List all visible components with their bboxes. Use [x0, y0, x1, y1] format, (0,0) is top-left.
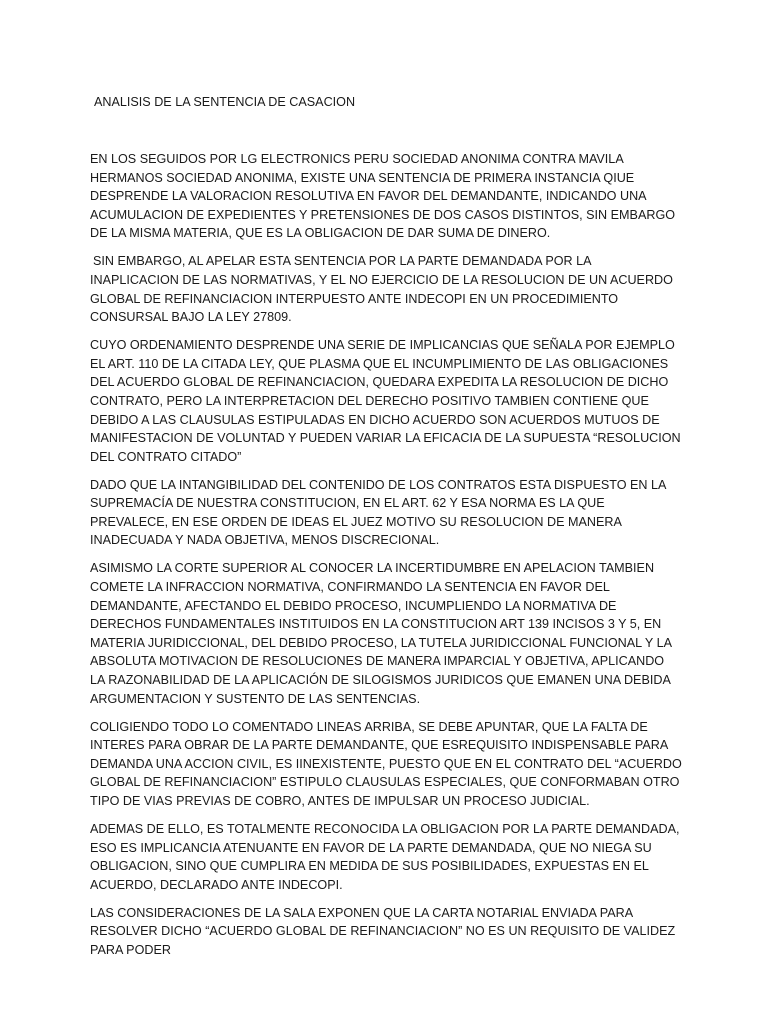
paragraph-8: LAS CONSIDERACIONES DE LA SALA EXPONEN QUE LA CARTA NOTARIAL ENVIADA PARA RESOLVER DICHO “ACUERDO GLOBAL DE REFINANCIACION” NO ES UN REQUISITO DE VALIDEZ PARA PODER [90, 905, 676, 957]
paragraph-2: SIN EMBARGO, AL APELAR ESTA SENTENCIA POR LA PARTE DEMANDADA POR LA INAPLICACION DE LAS NORMATIVAS, Y EL NO EJERCICIO DE LA RESOLUCION DE UN ACUERDO GLOBAL DE REFINANCIACION INTERPUESTO ANTE INDECOPI EN UN PROCEDIMIENTO CONSURSAL BAJO LA LEY 27809. [90, 254, 673, 325]
paragraph-1: EN LOS SEGUIDOS POR LG ELECTRONICS PERU SOCIEDAD ANONIMA CONTRA MAVILA HERMANOS SOCIEDAD ANONIMA, EXISTE UNA SENTENCIA DE PRIMERA INSTANCIA QIUE DESPRENDE LA VALORACION RESOLUTIVA EN FAVOR DEL DEMANDANTE, INDICANDO UNA ACUMULACION DE EXPEDIENTES Y PRETENSIONES DE DOS CASOS DISTINTOS, SIN EMBARGO DE LA MISMA MATERIA, QUE ES LA OBLIGACION DE DAR SUMA DE DINERO. [90, 152, 676, 241]
paragraph-4: DADO QUE LA INTANGIBILIDAD DEL CONTENIDO DE LOS CONTRATOS ESTA DISPUESTO EN LA SUPREMACÍA DE NUESTRA CONSTITUCION, EN EL ART. 62 Y ESA NORMA ES LA QUE PREVALECE, EN ESE ORDEN DE IDEAS EL JUEZ MOTIVO SU RESOLUCION DE MANERA INADECUADA Y NADA OBJETIVA, MENOS DISCRECIONAL. [90, 477, 666, 548]
paragraph-5: ASIMISMO LA CORTE SUPERIOR AL CONOCER LA INCERTIDUMBRE EN APELACION TAMBIEN COMETE LA INFRACCION NORMATIVA, CONFIRMANDO LA SENTENCIA EN FAVOR DEL DEMANDANTE, AFECTANDO EL DEBIDO PROCESO, INCUMPLIENDO LA NORMATIVA DE DERECHOS FUNDAMENTALES INSTITUIDOS EN LA CONSTITUCION ART 139 INCISOS 3 Y 5, EN MATERIA JURIDICCIONAL, DEL DEBIDO PROCESO, LA TUTELA JURIDICCIONAL FUNCIONAL Y LA ABSOLUTA MOTIVACION DE RESOLUCIONES DE MANERA IMPARCIAL Y OBJETIVA, APLICANDO LA RAZONABILIDAD DE LA APLICACIÓN DE SILOGISMOS JURIDICOS QUE EMANEN UNA DEBIDA ARGUMENTACION Y SUSTENTO DE LAS SENTENCIAS. [90, 561, 672, 706]
document-title: ANALISIS DE LA SENTENCIA DE CASACION [94, 95, 356, 109]
paragraph-6: COLIGIENDO TODO LO COMENTADO LINEAS ARRIBA, SE DEBE APUNTAR, QUE LA FALTA DE INTERES PARA OBRAR DE LA PARTE DEMANDANTE, QUE ESREQUISITO INDISPENSABLE PARA DEMANDA UNA ACCION CIVIL, ES IINEXISTENTE, PUESTO QUE EN EL CONTRATO DEL “ACUERDO GLOBAL DE REFINANCIACION” ESTIPULO CLAUSULAS ESPECIALES, QUE CONFORMABAN OTRO TIPO DE VIAS PREVIAS DE COBRO, ANTES DE IMPULSAR UN PROCESO JUDICIAL. [90, 719, 682, 808]
paragraph-3: CUYO ORDENAMIENTO DESPRENDE UNA SERIE DE IMPLICANCIAS QUE SEÑALA POR EJEMPLO EL ART. 110 DE LA CITADA LEY, QUE PLASMA QUE EL INCUMPLIMIENTO DE LAS OBLIGACIONES DEL ACUERDO GLOBAL DE REFINANCIACION, QUEDARA EXPEDITA LA RESOLUCION DE DICHO CONTRATO, PERO LA INTERPRETACION DEL DERECHO POSITIVO TAMBIEN CONTIENE QUE DEBIDO A LAS CLAUSULAS ESTIPULADAS EN DICHO ACUERDO SON ACUERDOS MUTUOS DE MANIFESTACION DE VOLUNTAD Y PUEDEN VARIAR LA EFICACIA DE LA SUPUESTA “RESOLUCION DEL CONTRATO CITADO” [90, 338, 681, 464]
paragraph-7: ADEMAS DE ELLO, ES TOTALMENTE RECONOCIDA LA OBLIGACION POR LA PARTE DEMANDADA, ESO ES IMPLICANCIA ATENUANTE EN FAVOR DE LA PARTE DEMANDADA, QUE NO NIEGA SU OBLIGACION, SINO QUE CUMPLIRA EN MEDIDA DE SUS POSIBILIDADES, EXPUESTAS EN EL ACUERDO, DECLARADO ANTE INDECOPI. [90, 821, 680, 892]
document-body [90, 150, 682, 969]
